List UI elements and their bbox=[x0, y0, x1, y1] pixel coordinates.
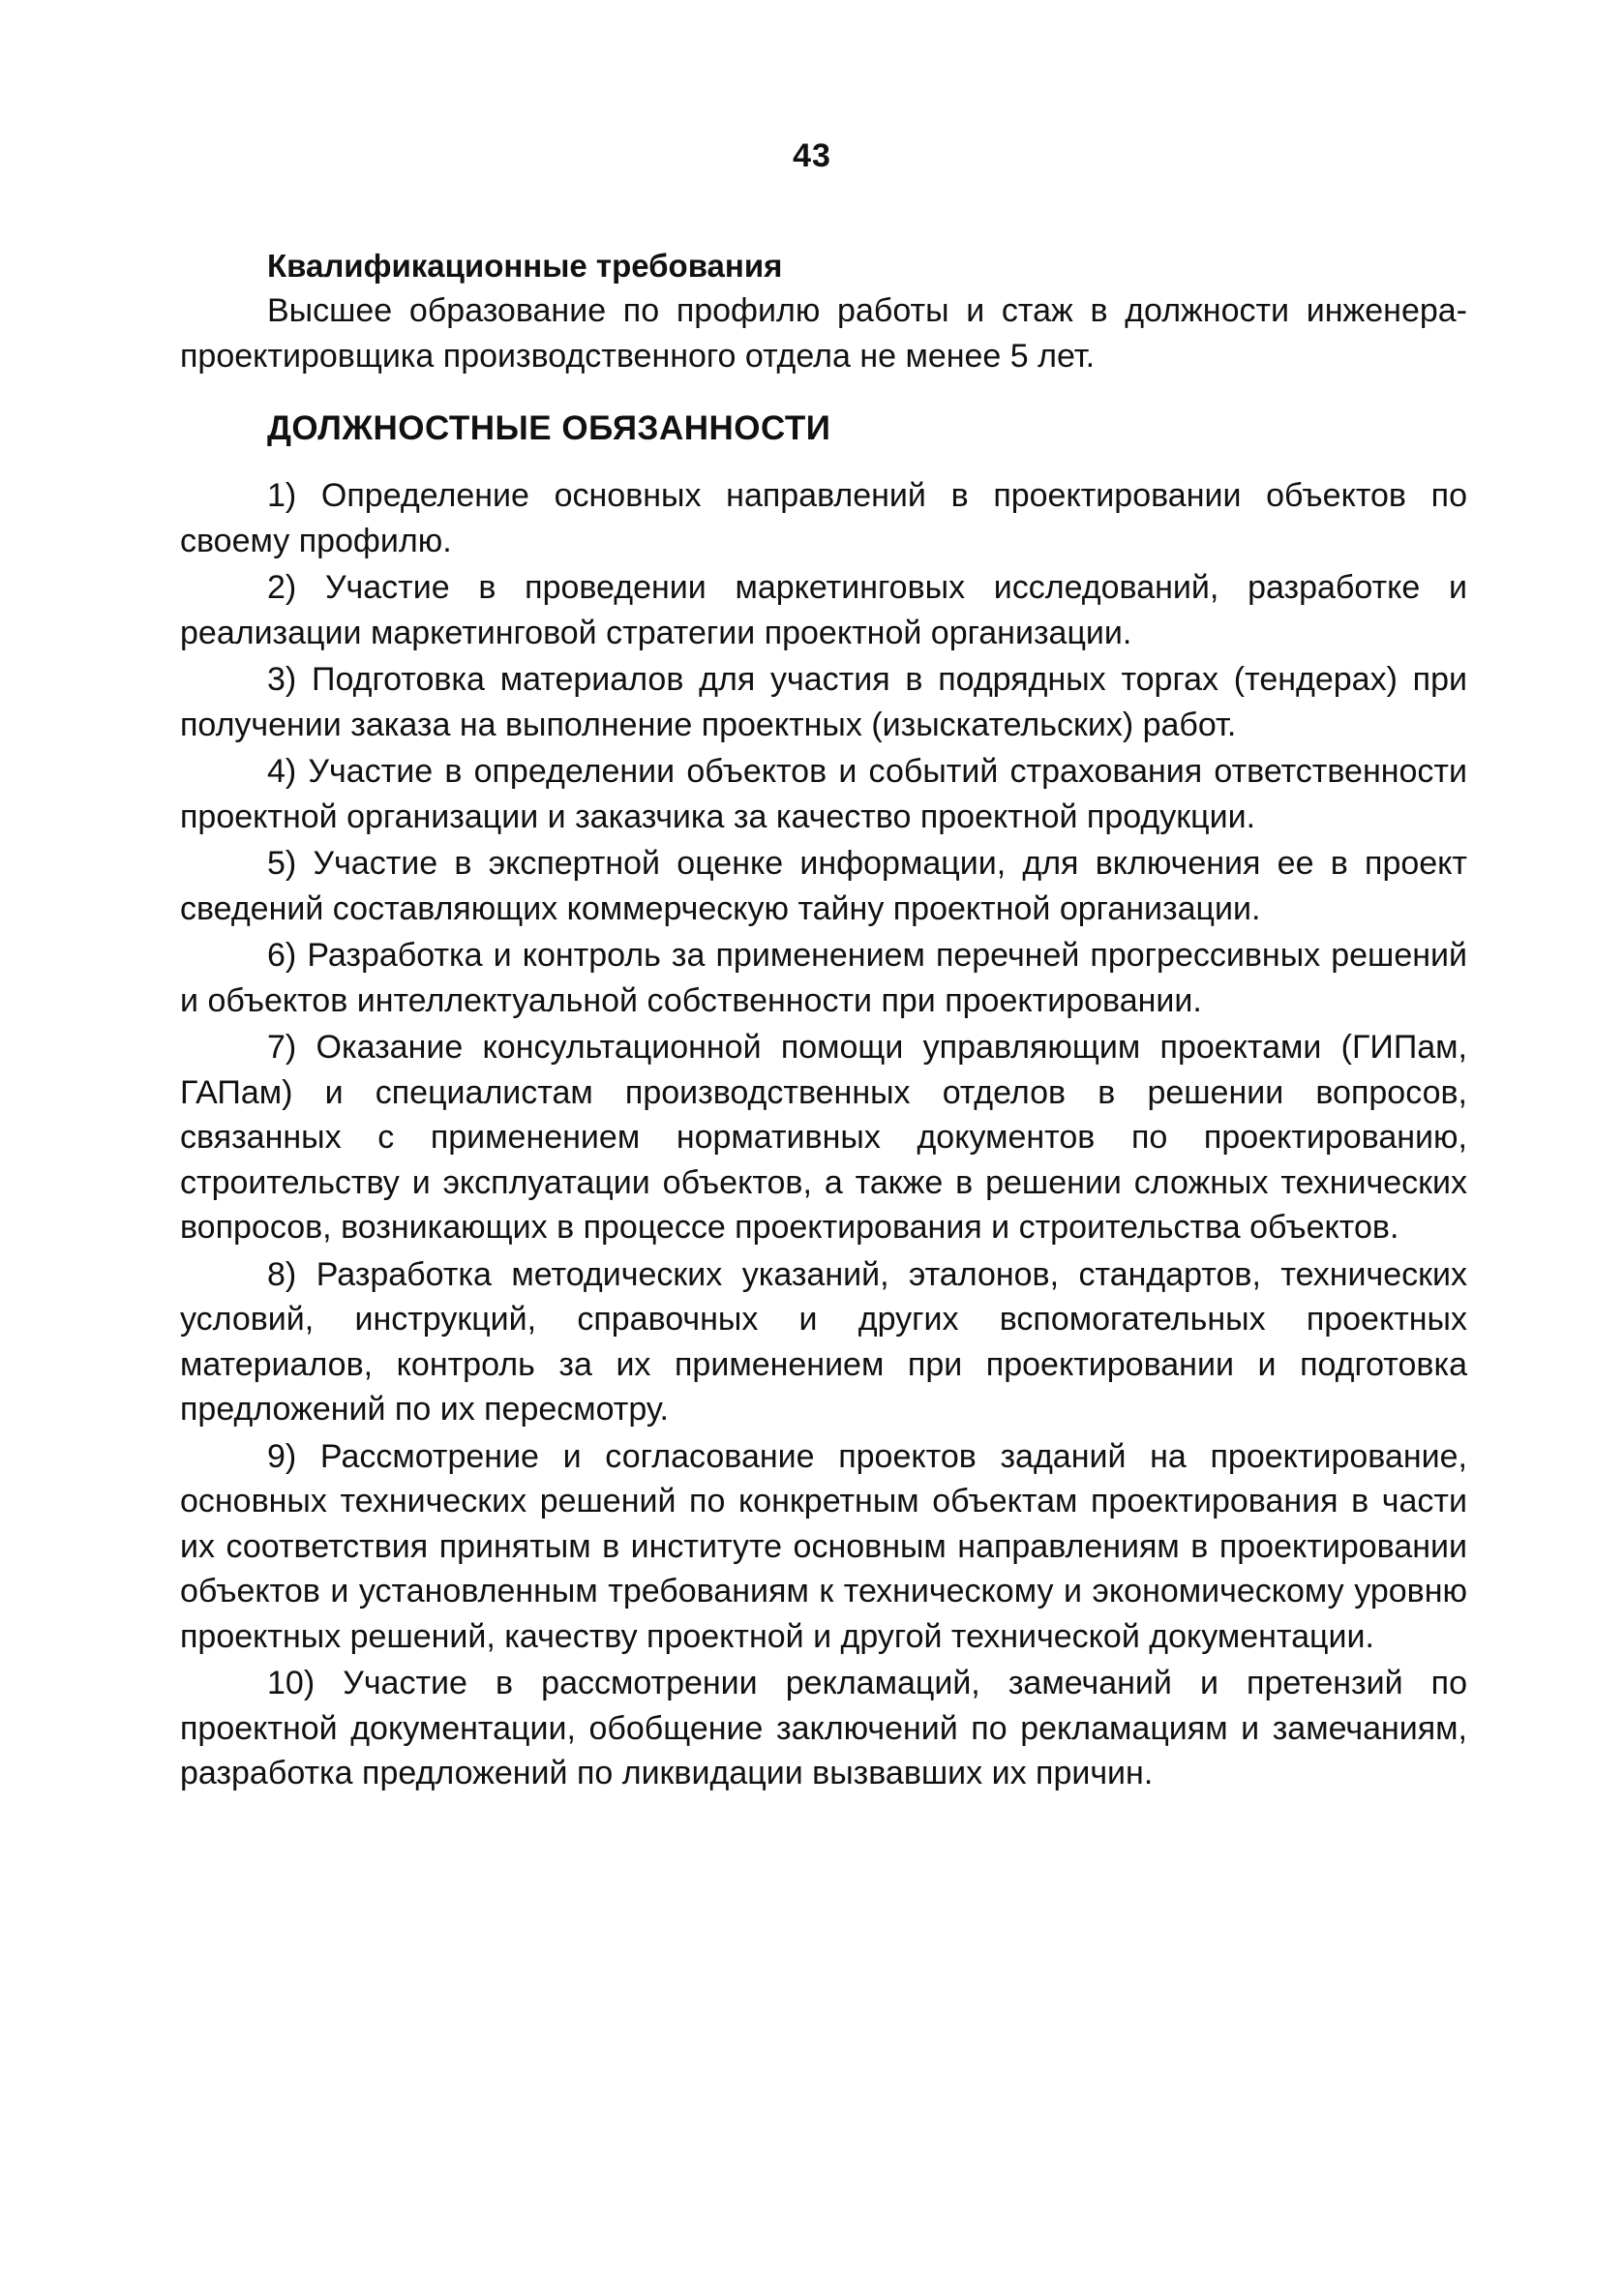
page-content bbox=[180, 244, 1467, 1798]
duties-heading: ДОЛЖНОСТНЫЕ ОБЯЗАННОСТИ bbox=[267, 409, 831, 447]
duty-item-4: 4) Участие в определении объектов и событий страхования ответственности проектной организации и заказчика за качество проектной продукции. bbox=[180, 753, 1467, 835]
duty-item-9: 9) Рассмотрение и согласование проектов заданий на проектирование, основных технических решений по конкретным объектам проектирования в части их соответствия принятым в институте основным направлениям в проектировании объектов и установленным требованиям к техническому и экономическому уровню проектных решений, качеству проектной и другой технической документации. bbox=[180, 1437, 1467, 1655]
duty-item-3: 3) Подготовка материалов для участия в подрядных торгах (тендерах) при получении заказа на выполнение проектных (изыскательских) работ. bbox=[180, 661, 1467, 743]
duty-item-10: 10) Участие в рассмотрении рекламаций, замечаний и претензий по проектной документации, обобщение заключений по рекламациям и замечаниям, разработка предложений по ликвидации вызвавших их причин. bbox=[180, 1665, 1467, 1791]
qualification-heading: Квалификационные требования bbox=[267, 248, 783, 284]
duty-item-6: 6) Разработка и контроль за применением перечней прогрессивных решений и объектов интеллектуальной собственности при проектировании. bbox=[180, 937, 1467, 1019]
duty-item-2: 2) Участие в проведении маркетинговых исследований, разработке и реализации маркетинговой стратегии проектной организации. bbox=[180, 569, 1467, 651]
duty-item-5: 5) Участие в экспертной оценке информации, для включения ее в проект сведений составляющих коммерческую тайну проектной организации. bbox=[180, 845, 1467, 927]
duty-item-7: 7) Оказание консультационной помощи управляющим проектами (ГИПам, ГАПам) и специалистам производственных отделов в решении вопросов, связанных с применением нормативных документов по проектированию, строительству и эксплуатации объектов, а также в решении сложных технических вопросов, возникающих в процессе проектирования и строительства объектов. bbox=[180, 1029, 1467, 1246]
duty-item-1: 1) Определение основных направлений в проектировании объектов по своему профилю. bbox=[180, 477, 1467, 559]
qualification-text: Высшее образование по профилю работы и стаж в должности инженера-проектировщика производственного отдела не менее 5 лет. bbox=[180, 292, 1467, 375]
page-number: 43 bbox=[793, 137, 831, 174]
duty-item-8: 8) Разработка методических указаний, эталонов, стандартов, технических условий, инструкций, справочных и других вспомогательных проектных материалов, контроль за их применением при проектировании и подготовка предложений по их пересмотру. bbox=[180, 1255, 1467, 1428]
duties-list bbox=[180, 473, 1467, 1796]
